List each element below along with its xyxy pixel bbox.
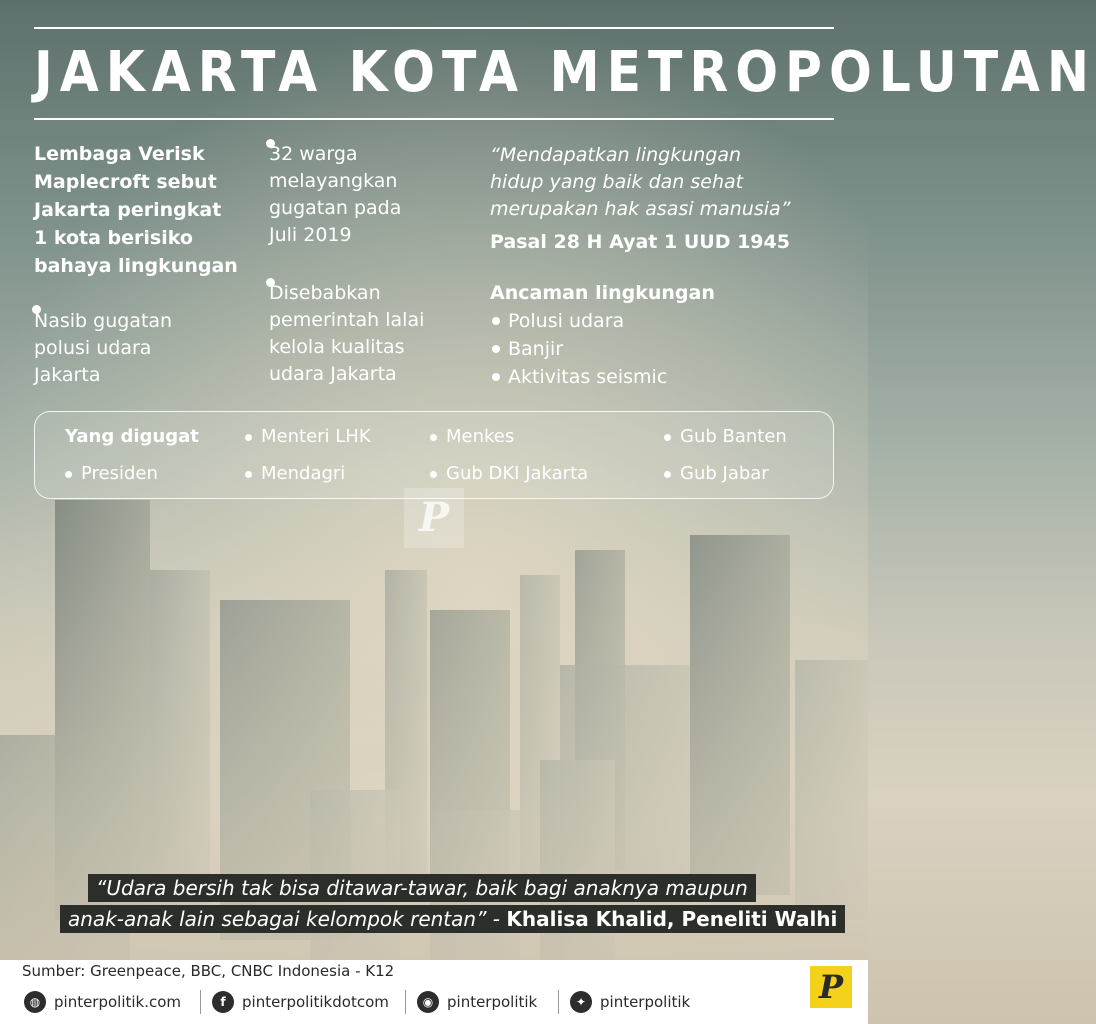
instagram-icon: ◉ (417, 991, 439, 1013)
defendant-item: Mendagri (245, 463, 345, 484)
defendants-box (34, 411, 834, 499)
bullet-dot (430, 434, 437, 441)
government-negligence-text: Disebabkan pemerintah lalai kelola kualitas udara Jakarta (269, 282, 425, 385)
defendant-item: Gub Banten (664, 426, 787, 447)
walhi-quote (0, 872, 868, 938)
defendant-item: Presiden (65, 463, 158, 484)
source-credits: Sumber: Greenpeace, BBC, CNBC Indonesia - K12 (22, 962, 395, 980)
bullet-dot (245, 471, 252, 478)
title-bottom-rule (34, 118, 834, 120)
globe-icon: ◍ (24, 991, 46, 1013)
quote-line-2: anak-anak lain sebagai kelompok rentan” - Khalisa Khalid, Peneliti Walhi (60, 905, 845, 933)
defendant-item: Menkes (430, 426, 514, 447)
title-top-rule (34, 27, 834, 29)
threats-heading: Ancaman lingkungan (490, 282, 715, 304)
page-title: JAKARTA KOTA METROPOLUTAN (34, 40, 1096, 105)
threat-item: Polusi udara (490, 307, 790, 335)
defendant-item: Menteri LHK (245, 426, 371, 447)
environmental-threats (490, 280, 790, 391)
bullet-dot (430, 471, 437, 478)
social-facebook[interactable]: f pinterpolitikdotcom (212, 988, 389, 1016)
bullet-dot (664, 471, 671, 478)
divider (558, 990, 559, 1014)
divider (200, 990, 201, 1014)
facebook-icon: f (212, 991, 234, 1013)
twitter-icon: ✦ (570, 991, 592, 1013)
divider (405, 990, 406, 1014)
verisk-headline: Lembaga Verisk Maplecroft sebut Jakarta peringkat 1 kota berisiko bahaya lingkungan (34, 143, 238, 277)
defendant-item: Gub DKI Jakarta (430, 463, 588, 484)
defendant-item: Gub Jabar (664, 463, 769, 484)
defendants-label: Yang digugat (65, 426, 199, 447)
column-verisk-ranking (34, 140, 254, 280)
social-website[interactable]: ◍ pinterpolitik.com (24, 988, 181, 1016)
bullet-dot (664, 434, 671, 441)
social-twitter[interactable]: ✦ pinterpolitik (570, 988, 690, 1016)
watermark-logo: P (404, 488, 464, 548)
quote-attribution: Khalisa Khalid, Peneliti Walhi (506, 907, 838, 931)
footer (0, 960, 868, 1024)
threat-item: Banjir (490, 335, 790, 363)
citizens-lawsuit-text: 32 warga melayangkan gugatan pada Juli 2019 (269, 143, 402, 246)
pinterpolitik-logo: P (810, 966, 852, 1008)
bullet-dot (245, 434, 252, 441)
bullet-dot (65, 471, 72, 478)
quote-line-1: “Udara bersih tak bisa ditawar-tawar, baik bagi anaknya maupun (88, 874, 756, 902)
constitution-quote-block (490, 142, 840, 256)
lawsuit-fate-text: Nasib gugatan polusi udara Jakarta (34, 310, 173, 386)
constitution-quote: “Mendapatkan lingkungan hidup yang baik dan sehat merupakan hak asasi manusia” (490, 144, 791, 220)
law-reference: Pasal 28 H Ayat 1 UUD 1945 (490, 231, 790, 253)
threat-item: Aktivitas seismic (490, 363, 790, 391)
social-instagram[interactable]: ◉ pinterpolitik (417, 988, 537, 1016)
